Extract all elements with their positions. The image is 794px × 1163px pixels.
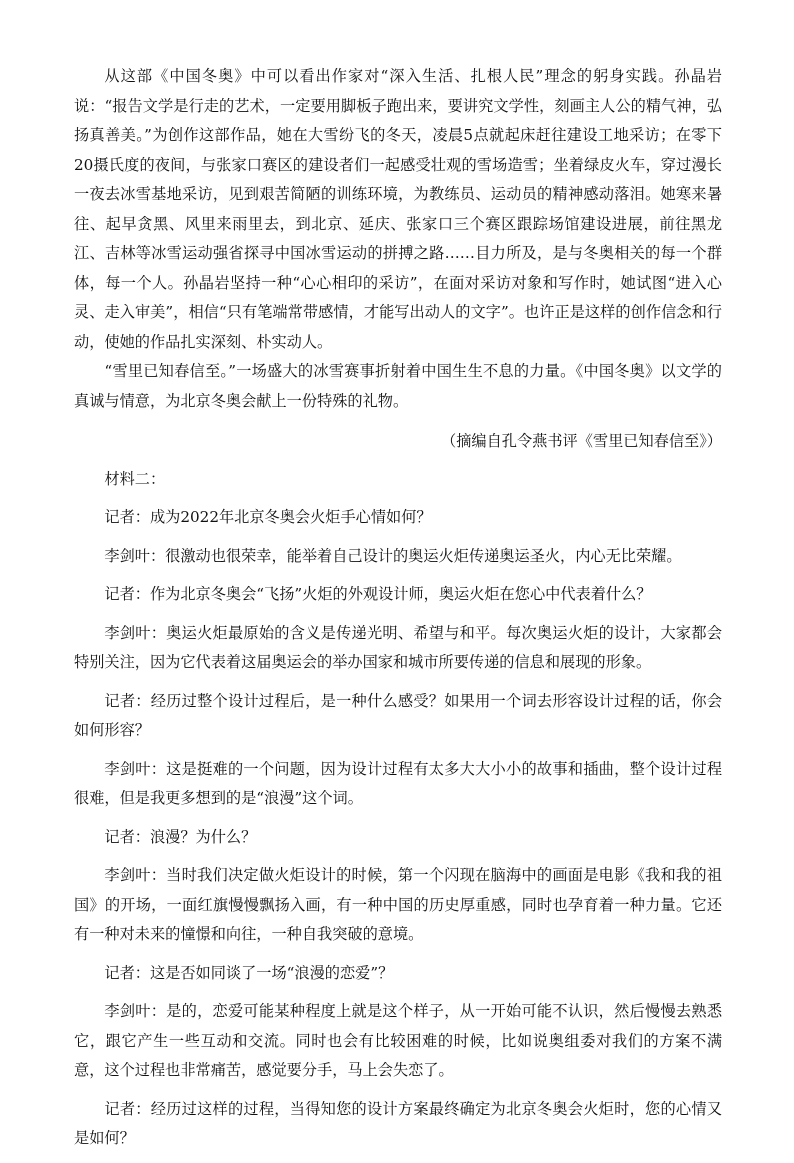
dialogue-line: 记者：经历过整个设计过程后，是一种什么感受？如果用一个词去形容设计过程的话，你会如何形容？ <box>74 691 722 739</box>
dialogue-line: 李剑叶：很激动也很荣幸，能举着自己设计的奥运火炬传递奥运圣火，内心无比荣耀。 <box>104 546 682 565</box>
paragraph-conclusion: “雪里已知春信至。”一场盛大的冰雪赛事折射着中国生生不息的力量。《中国冬奥》以文学的真诚与情意，为北京冬奥会献上一份特殊的礼物。 <box>74 362 722 410</box>
source-citation: （摘编自孔令燕书评《雪里已知春信至》） <box>441 432 722 450</box>
dialogue-line: 李剑叶：当时我们决定做火炬设计的时候，第一个闪现在脑海中的画面是电影《我和我的祖国》的开场，一面红旗慢慢飘扬入画，有一种中国的历史厚重感，同时也孕育着一种力量。它还有一种对未来的憧憬和向往，一种自我突破的意境。 <box>74 866 722 943</box>
paragraph-intro: 从这部《中国冬奥》中可以看出作家对“深入生活、扎根人民”理念的躬身实践。孙晶岩说：“报告文学是行走的艺术，一定要用脚板子跑出来，要讲究文学性，刻画主人公的精气神，弘扬真善美。”为创作这部作品，她在大雪纷飞的冬天，凌晨5点就起床赶往建设工地采访；在零下20摄氏度的夜间，与张家口赛区的建设者们一起感受壮观的雪场造雪；坐着绿皮火车，穿过漫长一夜去冰雪基地采访，见到艰苦简陋的训练环境，为教练员、运动员的精神感动落泪。她寒来暑往、起早贪黑、风里来雨里去，到北京、延庆、张家口三个赛区跟踪场馆建设进展，前往黑龙江、吉林等冰雪运动强省探寻中国冰雪运动的拼搏之路……目力所及，是与冬奥相关的每一个群体，每一个人。孙晶岩坚持一种“心心相印的采访”，在面对采访对象和写作时，她试图“进入心灵、走入审美”，相信“只有笔端常带感情，才能写出动人的文字”。也许正是这样的创作信念和行动，使她的作品扎实深刻、朴实动人。 <box>74 67 722 351</box>
dialogue-line: 记者：作为北京冬奥会“飞扬”火炬的外观设计师，奥运火炬在您心中代表着什么？ <box>104 585 652 603</box>
dialogue-line: 李剑叶：是的，恋爱可能某种程度上就是这个样子，从一开始可能不认识，然后慢慢去熟悉它，跟它产生一些互动和交流。同时也会有比较困难的时候，比如说奥组委对我们的方案不满意，这个过程也非常痛苦，感觉要分手，马上会失恋了。 <box>74 1002 722 1079</box>
dialogue-line: 记者：成为2022年北京冬奥会火炬手心情如何？ <box>104 508 432 526</box>
dialogue-line: 记者：这是否如同谈了一场“浪漫的恋爱”？ <box>104 963 394 982</box>
material-heading: 材料二： <box>104 469 166 488</box>
dialogue-line: 记者：经历过这样的过程，当得知您的设计方案最终确定为北京冬奥会火炬时，您的心情又是如何？ <box>74 1099 722 1147</box>
dialogue-line: 记者：浪漫？为什么？ <box>104 827 257 846</box>
document-page <box>74 62 722 1163</box>
dialogue-line: 李剑叶：奥运火炬最原始的含义是传递光明、希望与和平。每次奥运火炬的设计，大家都会特别关注，因为它代表着这届奥运会的举办国家和城市所要传递的信息和展现的形象。 <box>74 623 722 671</box>
dialogue-line: 李剑叶：这是挺难的一个问题，因为设计过程有太多大大小小的故事和插曲，整个设计过程很难，但是我更多想到的是“浪漫”这个词。 <box>74 759 722 807</box>
